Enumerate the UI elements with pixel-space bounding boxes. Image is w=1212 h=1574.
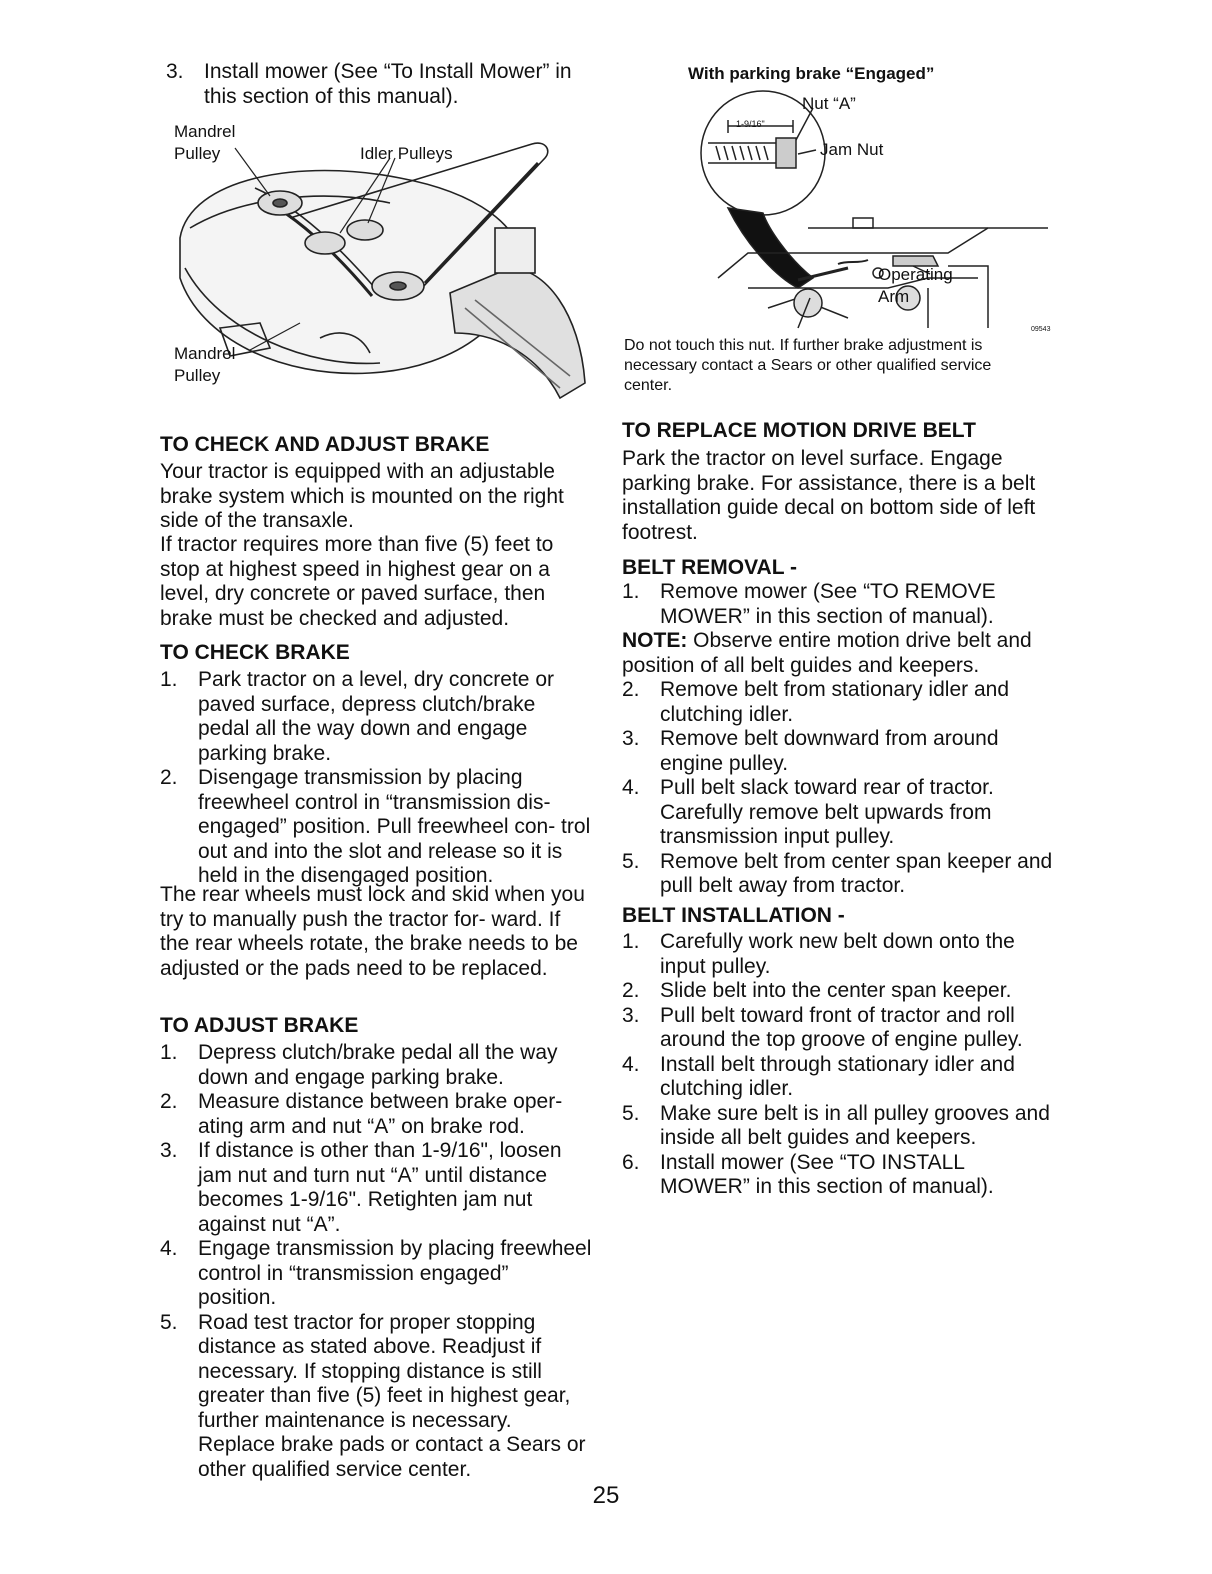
step-number: 4. [622, 776, 640, 799]
list-item [622, 678, 1058, 727]
step-number: 6. [622, 1150, 640, 1174]
list-item [160, 1139, 592, 1237]
list-item [622, 580, 1058, 629]
step-number: 1. [160, 1041, 178, 1064]
heading-replace-belt: TO REPLACE MOTION DRIVE BELT [622, 419, 976, 442]
step-text: Install mower (See “To Install Mower” in this section of this manual). [204, 60, 572, 108]
label-operating-arm: Operating [878, 265, 953, 284]
step-text: Remove mower (See “TO REMOVE MOWER” in this section of manual). [660, 580, 996, 628]
label-mandrel-pulley-bottom: Mandrel [174, 344, 236, 363]
paragraph-brake-requirement: If tractor requires more than five (5) feet to stop at highest speed in highest gear on a level, dry concrete or paved surface, then brake must be checked and adjusted. [160, 533, 554, 630]
step-text: Make sure belt is in all pulley grooves and inside all belt guides and keepers. [660, 1101, 1050, 1149]
list-item [160, 766, 592, 889]
list-item [160, 1237, 592, 1311]
step-number: 5. [160, 1310, 178, 1334]
brake-diagram-title: With parking brake “Engaged” [688, 64, 935, 83]
step-text: Carefully work new belt down onto the input pulley. [660, 930, 1015, 978]
label-operating-arm-2: Arm [878, 287, 910, 306]
step-text: Measure distance between brake oper- ating arm and nut “A” on brake rod. [198, 1090, 563, 1138]
adjust-brake-steps [160, 1041, 592, 1482]
heading-belt-installation: BELT INSTALLATION - [622, 904, 845, 927]
list-item [160, 1041, 592, 1090]
check-brake-steps [160, 668, 592, 889]
step-number: 3. [166, 60, 184, 83]
step-text: Pull belt toward front of tractor and roll around the top groove of engine pulley. [660, 1003, 1023, 1051]
step-text: Remove belt from stationary idler and clutching idler. [660, 678, 1009, 726]
step-number: 3. [622, 727, 640, 750]
intro-step [166, 60, 596, 109]
brake-diagram [688, 88, 1058, 338]
step-text: Install belt through stationary idler and clutching idler. [660, 1052, 1015, 1100]
list-item [622, 1151, 1058, 1200]
note-label: NOTE: [622, 629, 688, 652]
step-number: 2. [160, 1090, 178, 1113]
step-number: 3. [160, 1139, 178, 1162]
list-item [622, 776, 1058, 850]
label-mandrel-pulley-top: Mandrel [174, 122, 236, 141]
step-number: 2. [622, 678, 640, 701]
step-number: 1. [622, 580, 640, 603]
label-jam-nut: Jam Nut [820, 140, 884, 159]
step-text: Remove belt downward from around engine pulley. [660, 727, 999, 775]
label-mandrel-pulley-top-2: Pulley [174, 144, 221, 163]
belt-removal-steps [622, 678, 1058, 899]
step-text: Install mower (See “TO INSTALL MOWER” in this section of manual). [660, 1150, 994, 1198]
list-item [160, 668, 592, 766]
belt-installation-steps [622, 930, 1058, 1200]
heading-check-adjust-brake: TO CHECK AND ADJUST BRAKE [160, 433, 490, 456]
heading-belt-removal: BELT REMOVAL - [622, 556, 797, 579]
page-number: 25 [592, 1482, 620, 1509]
step-text: If distance is other than 1-9/16", loosen jam nut and turn nut “A” until distance becomes 1-9/16". Retighten jam nut against nut “A”. [198, 1139, 562, 1236]
step-number: 1. [622, 930, 640, 953]
list-item [622, 930, 1058, 979]
label-mandrel-pulley-bottom-2: Pulley [174, 366, 221, 385]
list-item [622, 1053, 1058, 1102]
list-item [622, 1102, 1058, 1151]
step-number: 5. [622, 1101, 640, 1125]
list-item [622, 1004, 1058, 1053]
step-text: Park tractor on a level, dry concrete or paved surface, depress clutch/brake pedal all the way down and engage parking brake. [198, 668, 554, 765]
note-text: Observe entire motion drive belt and position of all belt guides and keepers. [622, 629, 1032, 677]
step-text: Engage transmission by placing freewheel control in “transmission engaged” position. [198, 1237, 592, 1309]
step-text: Remove belt from center span keeper and pull belt away from tractor. [660, 849, 1053, 897]
brake-caption: Do not touch this nut. If further brake adjustment is necessary contact a Sears or other qualified service center. [624, 337, 992, 394]
step-number: 2. [160, 766, 178, 789]
step-number: 4. [160, 1237, 178, 1260]
step-number: 4. [622, 1052, 640, 1076]
step-number: 2. [622, 979, 640, 1002]
label-nut-a: Nut “A” [802, 94, 856, 113]
paragraph-brake-system: Your tractor is equipped with an adjustable brake system which is mounted on the right side of the transaxle. [160, 460, 564, 532]
note-paragraph [622, 629, 1058, 678]
step-text: Depress clutch/brake pedal all the way down and engage parking brake. [198, 1041, 558, 1089]
step-number: 1. [160, 668, 178, 691]
step-number: 5. [622, 849, 640, 873]
belt-removal-step-1 [622, 580, 1058, 629]
paragraph-rear-wheels: The rear wheels must lock and skid when you try to manually push the tractor for- ward. If the rear wheels rotate, the brake needs to be adjusted or the pads need to be replaced. [160, 883, 585, 980]
list-item [622, 850, 1058, 899]
step-text: Slide belt into the center span keeper. [660, 979, 1012, 1002]
label-dimension: 1-9/16" [736, 119, 765, 129]
paragraph-park-tractor: Park the tractor on level surface. Engage parking brake. For assistance, there is a belt installation guide decal on bottom side of left footrest. [622, 447, 1036, 544]
step-text: Road test tractor for proper stopping distance as stated above. Readjust if necessary. If stopping distance is still greater than five (5) feet in highest gear, further maintenance is necessary. Replace brake pads or contact a Sears or other qualified service center. [198, 1310, 586, 1481]
step-text: Pull belt slack toward rear of tractor. Carefully remove belt upwards from transmission input pulley. [660, 776, 994, 848]
mower-deck-diagram [160, 118, 600, 418]
heading-adjust-brake: TO ADJUST BRAKE [160, 1014, 359, 1037]
list-item [160, 1090, 592, 1139]
step-number: 3. [622, 1003, 640, 1027]
heading-check-brake: TO CHECK BRAKE [160, 641, 350, 664]
list-item [166, 60, 596, 109]
label-part-code: 09543 [1031, 326, 1051, 333]
step-text: Disengage transmission by placing freewheel control in “transmission dis- engaged” position. Pull freewheel con- trol out and into the slot and release so it is held in the disengaged position. [198, 766, 591, 887]
list-item [622, 979, 1058, 1004]
list-item [622, 727, 1058, 776]
list-item [160, 1311, 592, 1483]
label-idler-pulleys: Idler Pulleys [360, 144, 453, 163]
